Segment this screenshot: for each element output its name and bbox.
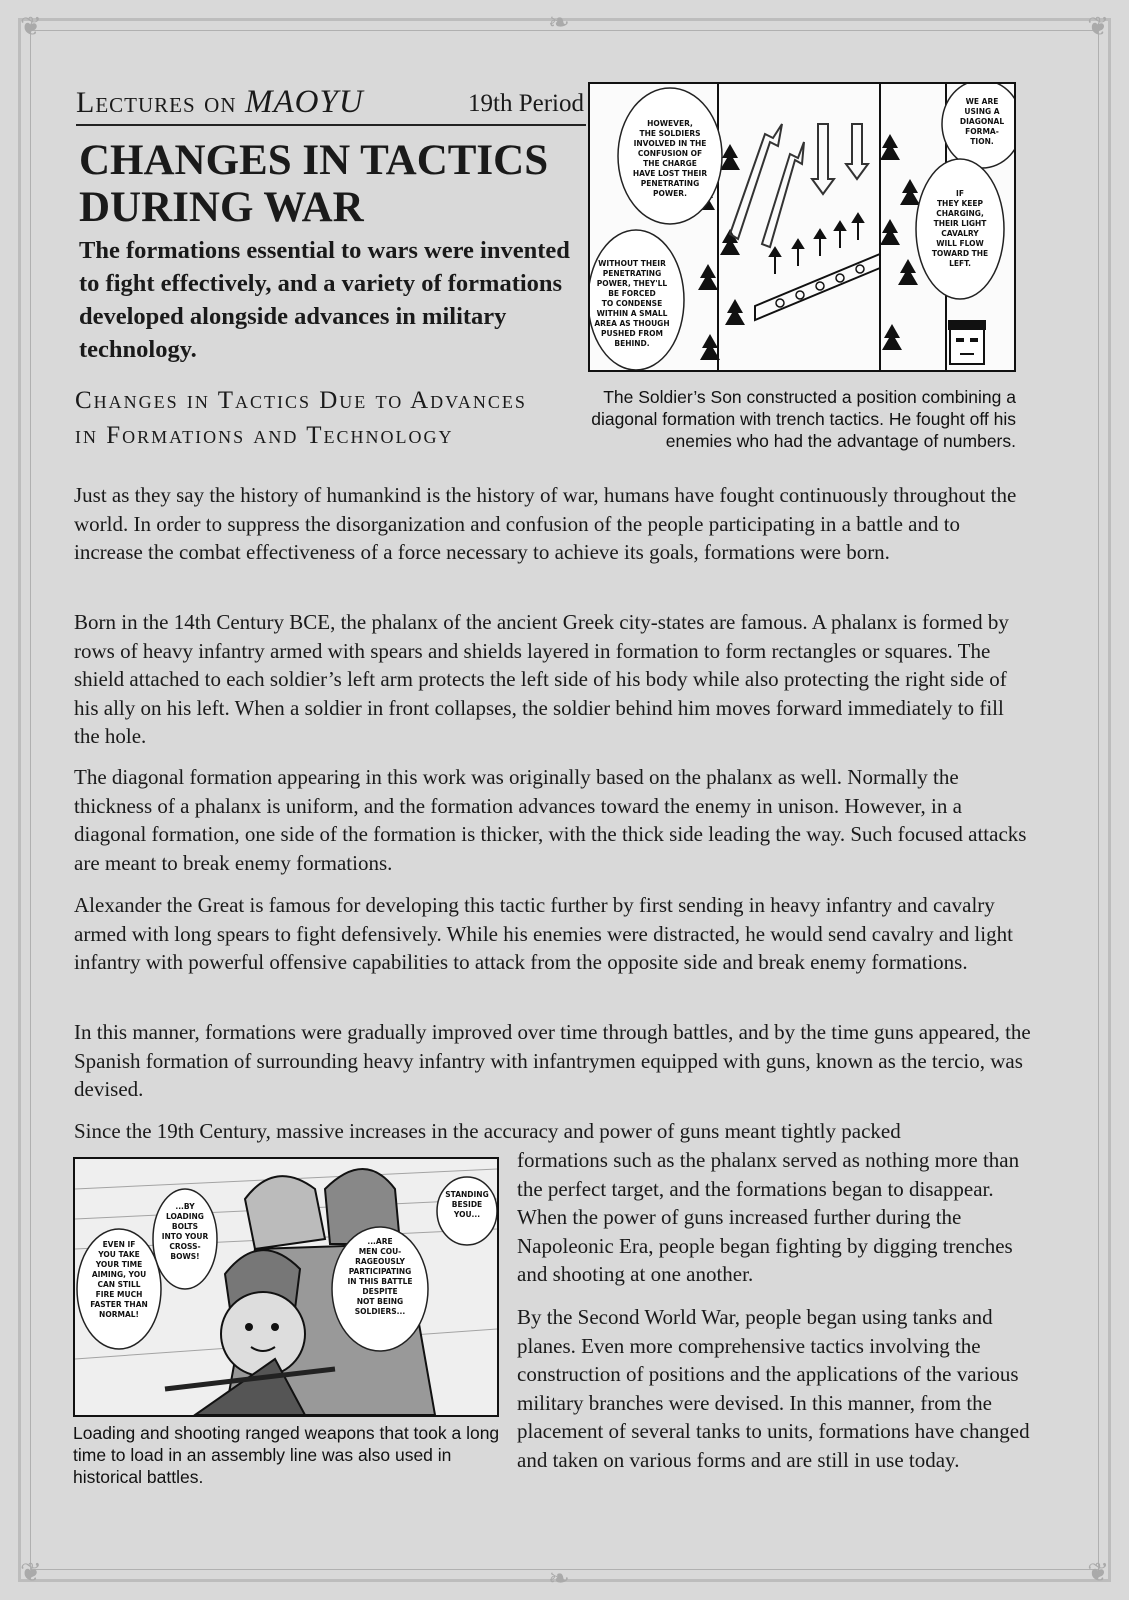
- series-name: MAOYU: [245, 84, 364, 120]
- top-ornament-icon: ❧: [548, 8, 570, 37]
- svg-text:WITHIN A SMALL: WITHIN A SMALL: [596, 309, 668, 318]
- svg-text:INTO YOUR: INTO YOUR: [161, 1232, 209, 1241]
- svg-text:USING A: USING A: [964, 107, 1000, 116]
- svg-text:YOU TAKE: YOU TAKE: [98, 1250, 140, 1259]
- page-title: CHANGES IN TACTICS DURING WAR: [79, 137, 549, 231]
- svg-text:NORMAL!: NORMAL!: [99, 1310, 139, 1319]
- svg-text:FIRE MUCH: FIRE MUCH: [95, 1290, 143, 1299]
- svg-text:THE SOLDIERS: THE SOLDIERS: [639, 129, 701, 138]
- svg-text:YOU...: YOU...: [453, 1210, 481, 1219]
- svg-text:INVOLVED IN THE: INVOLVED IN THE: [633, 139, 707, 148]
- svg-text:WILL FLOW: WILL FLOW: [936, 239, 984, 248]
- series-label: [76, 84, 364, 121]
- svg-text:FASTER THAN: FASTER THAN: [90, 1300, 148, 1309]
- soldier-face-icon: [948, 320, 986, 364]
- svg-text:IN THIS BATTLE: IN THIS BATTLE: [347, 1277, 413, 1286]
- svg-text:HAVE LOST THEIR: HAVE LOST THEIR: [632, 169, 708, 178]
- body-paragraph: The diagonal formation appearing in this work was originally based on the phalanx as well. Normally the thickness of a phalanx is uniform, and the formation advances toward the enemy in unison. However, in a diagonal formation, one side of the formation is thicker, with the thick side leading the way. Such focused attacks are meant to break enemy formations.: [74, 765, 1027, 875]
- body-paragraph: Just as they say the history of humankind is the history of war, humans have fought continuously throughout the world. In order to suppress the disorganization and confusion of the people participating in a battle and to increase the combat effectiveness of a force necessary to achieve its goals, formations were born.: [74, 483, 1017, 564]
- svg-text:DESPITE: DESPITE: [362, 1287, 398, 1296]
- svg-text:WE ARE: WE ARE: [965, 97, 999, 106]
- svg-text:PENETRATING: PENETRATING: [602, 269, 662, 278]
- manga-panel-crossbows: [73, 1157, 499, 1417]
- manga-panel-formation: [588, 82, 1016, 372]
- body-paragraph: formations such as the phalanx served as nothing more than the perfect target, and the formations began to disappear. When the power of guns increased further during the Napoleonic Era, people began fighting by digging trenches and shooting at one another.: [517, 1148, 1020, 1286]
- svg-text:MEN COU-: MEN COU-: [358, 1247, 402, 1256]
- svg-text:THE CHARGE: THE CHARGE: [643, 159, 697, 168]
- body-paragraph: Born in the 14th Century BCE, the phalanx of the ancient Greek city-states are famous. A phalanx is formed by rows of heavy infantry armed with spears and shields layered in formation to form rectangles or squares. The shield attached to each soldier’s left arm protects the left side of his body while also protecting the right side of his ally on his left. When a soldier in front collapses, the soldier behind him moves forward immediately to fill the hole.: [74, 610, 1009, 748]
- svg-text:BE FORCED: BE FORCED: [608, 289, 656, 298]
- page-header: [76, 84, 586, 126]
- svg-text:LOADING: LOADING: [166, 1212, 204, 1221]
- svg-text:CAVALRY: CAVALRY: [941, 229, 979, 238]
- lede-paragraph: The formations essential to wars were invented to fight effectively, and a variety of formations developed alongside advances in military technology.: [79, 237, 570, 363]
- svg-text:TION.: TION.: [970, 137, 994, 146]
- svg-text:CHARGING,: CHARGING,: [936, 209, 984, 218]
- svg-text:...BY: ...BY: [175, 1202, 195, 1211]
- body-paragraph: In this manner, formations were gradually improved over time through battles, and by the time guns appeared, the Spanish formation of surrounding heavy infantry with infantrymen equipped with guns, known as the tercio, was devised.: [74, 1020, 1031, 1101]
- svg-text:PENETRATING: PENETRATING: [640, 179, 700, 188]
- svg-text:...ARE: ...ARE: [367, 1237, 393, 1246]
- figure-caption-bottom: Loading and shooting ranged weapons that took a long time to load in an assembly line was also used in historical battles.: [73, 1423, 500, 1487]
- corner-ornament-icon: ❦: [20, 12, 42, 41]
- corner-ornament-icon: ❦: [1087, 1558, 1109, 1587]
- svg-text:EVEN IF: EVEN IF: [102, 1240, 136, 1249]
- svg-text:LEFT.: LEFT.: [949, 259, 971, 268]
- period-label: 19th Period: [468, 90, 584, 117]
- section-heading: Changes in Tactics Due to Advances in Formations and Technology: [75, 387, 527, 449]
- svg-text:BOLTS: BOLTS: [171, 1222, 199, 1231]
- svg-text:CONFUSION OF: CONFUSION OF: [637, 149, 703, 158]
- svg-text:CROSS-: CROSS-: [169, 1242, 201, 1251]
- svg-text:THEIR LIGHT: THEIR LIGHT: [933, 219, 987, 228]
- svg-text:BESIDE: BESIDE: [451, 1200, 483, 1209]
- svg-text:PARTICIPATING: PARTICIPATING: [348, 1267, 412, 1276]
- svg-text:WITHOUT THEIR: WITHOUT THEIR: [598, 259, 666, 268]
- figure-caption-top: The Soldier’s Son constructed a position combining a diagonal formation with trench tactics. He fought off his enemies who had the advantage of numbers.: [591, 387, 1016, 451]
- bottom-ornament-icon: ❧: [548, 1564, 570, 1593]
- body-paragraph: Alexander the Great is famous for developing this tactic further by first sending in heavy infantry and cavalry armed with long spears to fight defensively. While his enemies were distracted, he would send cavalry and light infantry with powerful offensive capabilities to attack from the opposite side and break enemy formations.: [74, 893, 1013, 974]
- svg-text:TOWARD THE: TOWARD THE: [931, 249, 989, 258]
- body-paragraph: By the Second World War, people began using tanks and planes. Even more comprehensive tactics involving the construction of positions and the applications of the various military branches were devised. In this manner, from the placement of several tanks to units, formations have changed and taken on various forms and are still in use today.: [517, 1305, 1030, 1472]
- formation-diagram-illustration: [590, 84, 1014, 370]
- svg-text:SOLDIERS...: SOLDIERS...: [354, 1307, 406, 1316]
- svg-text:DIAGONAL: DIAGONAL: [959, 117, 1005, 126]
- svg-text:FORMA-: FORMA-: [965, 127, 999, 136]
- corner-ornament-icon: ❦: [20, 1558, 42, 1587]
- crossbow-soldiers-illustration: [75, 1159, 497, 1415]
- svg-text:NOT BEING: NOT BEING: [356, 1297, 404, 1306]
- svg-text:AIMING, YOU: AIMING, YOU: [91, 1270, 147, 1279]
- svg-text:BOWS!: BOWS!: [170, 1252, 200, 1261]
- svg-text:IF: IF: [956, 189, 964, 198]
- svg-text:THEY KEEP: THEY KEEP: [936, 199, 984, 208]
- body-paragraph: Since the 19th Century, massive increases in the accuracy and power of guns meant tightly packed: [74, 1119, 901, 1143]
- svg-text:RAGEOUSLY: RAGEOUSLY: [355, 1257, 405, 1266]
- svg-text:POWER, THEY'LL: POWER, THEY'LL: [596, 279, 668, 288]
- svg-text:PUSHED FROM: PUSHED FROM: [601, 329, 663, 338]
- svg-text:STANDING: STANDING: [445, 1190, 489, 1199]
- svg-text:CAN STILL: CAN STILL: [97, 1280, 141, 1289]
- corner-ornament-icon: ❦: [1087, 12, 1109, 41]
- svg-text:TO CONDENSE: TO CONDENSE: [601, 299, 663, 308]
- svg-text:POWER.: POWER.: [652, 189, 688, 198]
- svg-text:AREA AS THOUGH: AREA AS THOUGH: [594, 319, 670, 328]
- svg-text:BEHIND.: BEHIND.: [614, 339, 650, 348]
- svg-text:YOUR TIME: YOUR TIME: [95, 1260, 143, 1269]
- svg-text:HOWEVER,: HOWEVER,: [647, 119, 693, 128]
- series-prefix: Lectures on: [76, 86, 237, 119]
